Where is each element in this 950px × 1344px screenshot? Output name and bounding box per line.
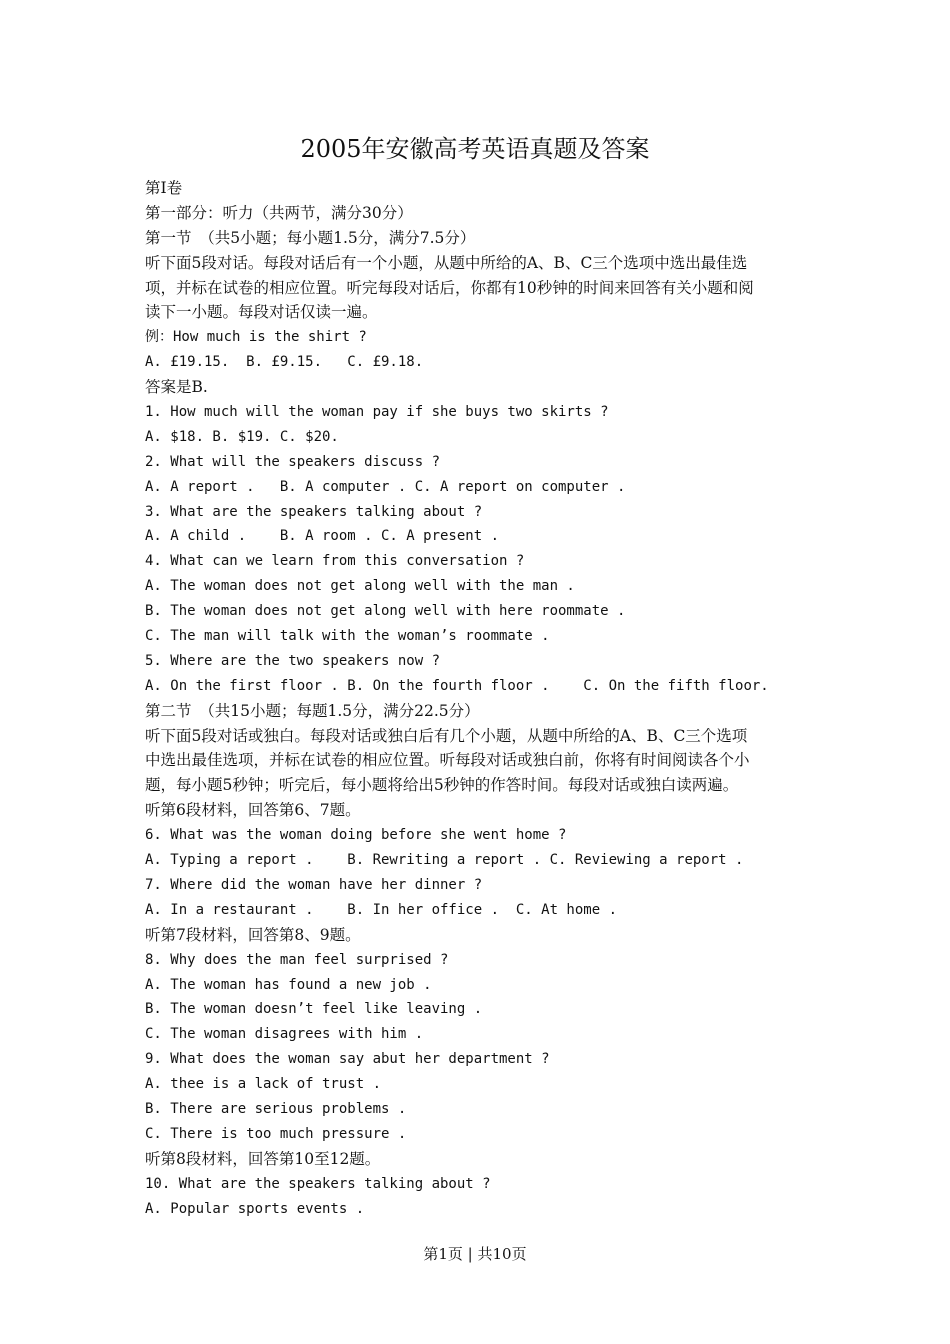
text-line: 听下面5段对话。每段对话后有一个小题，从题中所给的A、B、C三个选项中选出最佳选 <box>145 253 748 272</box>
text-line: C. The woman disagrees with him . <box>145 1026 424 1043</box>
text-line: A. On the first floor . B. On the fourth floor . C. On the fifth floor. <box>145 677 769 694</box>
text-line: 9. What does the woman say abut her department ? <box>145 1051 550 1068</box>
text-line: 第一部分：听力（共两节，满分30分） <box>145 203 413 222</box>
text-line: 8. Why does the man feel surprised ? <box>145 951 449 968</box>
text-line: A. £19.15. B. £9.15. C. £9.18. <box>145 354 424 371</box>
text-line: 听第6段材料，回答第6、7题。 <box>145 801 361 820</box>
text-line: 7. Where did the woman have her dinner ? <box>145 876 483 893</box>
text-line: C. The man will talk with the woman’s roommate . <box>145 628 550 645</box>
text-line: B. The woman doesn’t feel like leaving . <box>145 1001 483 1018</box>
text-line: B. There are serious problems . <box>145 1100 407 1117</box>
text-line: 中选出最佳选项，并标在试卷的相应位置。听每段对话或独白前，你将有时间阅读各个小 <box>145 751 750 770</box>
text-line: A. The woman has found a new job . <box>145 976 432 993</box>
text-line: 例：How much is the shirt ? <box>145 329 367 346</box>
text-line: A. In a restaurant . B. In her office . C. At home . <box>145 901 618 918</box>
text-line: A. A child . B. A room . C. A present . <box>145 528 500 545</box>
text-line: 听下面5段对话或独白。每段对话或独白后有几个小题，从题中所给的A、B、C三个选项 <box>145 726 748 745</box>
text-line: A. A report . B. A computer . C. A report on computer . <box>145 478 626 495</box>
text-line: A. thee is a lack of trust . <box>145 1076 382 1093</box>
text-line: A. Typing a report . B. Rewriting a report . C. Reviewing a report . <box>145 852 744 869</box>
text-line: B. The woman does not get along well with here roommate . <box>145 603 626 620</box>
text-line: 题，每小题5秒钟；听完后，每小题将给出5秒钟的作答时间。每段对话或独白读两遍。 <box>145 776 739 795</box>
text-line: 第Ⅰ卷 <box>145 179 183 197</box>
text-line: A. $18. B. $19. C. $20. <box>145 428 339 445</box>
text-line: 6. What was the woman doing before she went home ? <box>145 827 567 844</box>
page-footer: 第1页 | 共10页 <box>423 1245 527 1263</box>
text-line: 1. How much will the woman pay if she buys two skirts ? <box>145 404 609 421</box>
text-line: 3. What are the speakers talking about ? <box>145 503 483 520</box>
text-line: C. There is too much pressure . <box>145 1125 407 1142</box>
text-line: 2. What will the speakers discuss ? <box>145 453 441 470</box>
text-line: 4. What can we learn from this conversation ? <box>145 553 525 570</box>
text-line: 第一节 （共5小题；每小题1.5分，满分7.5分） <box>145 228 476 247</box>
text-line: 答案是B. <box>145 378 208 397</box>
text-line: 听第7段材料，回答第8、9题。 <box>145 925 361 944</box>
text-line: 5. Where are the two speakers now ? <box>145 652 441 669</box>
document-title: 2005年安徽高考英语真题及答案 <box>300 135 650 163</box>
text-line: A. The woman does not get along well with the man . <box>145 578 575 595</box>
text-line: 听第8段材料，回答第10至12题。 <box>145 1149 381 1168</box>
document-body <box>145 176 810 1221</box>
text-line: 项，并标在试卷的相应位置。听完每段对话后，你都有10秒钟的时间来回答有关小题和阅 <box>145 278 754 297</box>
text-line: A. Popular sports events . <box>145 1200 365 1217</box>
text-line: 第二节 （共15小题；每题1.5分，满分22.5分） <box>145 701 480 720</box>
text-line: 读下一小题。每段对话仅读一遍。 <box>145 303 378 322</box>
text-line: 10. What are the speakers talking about ? <box>145 1175 491 1192</box>
